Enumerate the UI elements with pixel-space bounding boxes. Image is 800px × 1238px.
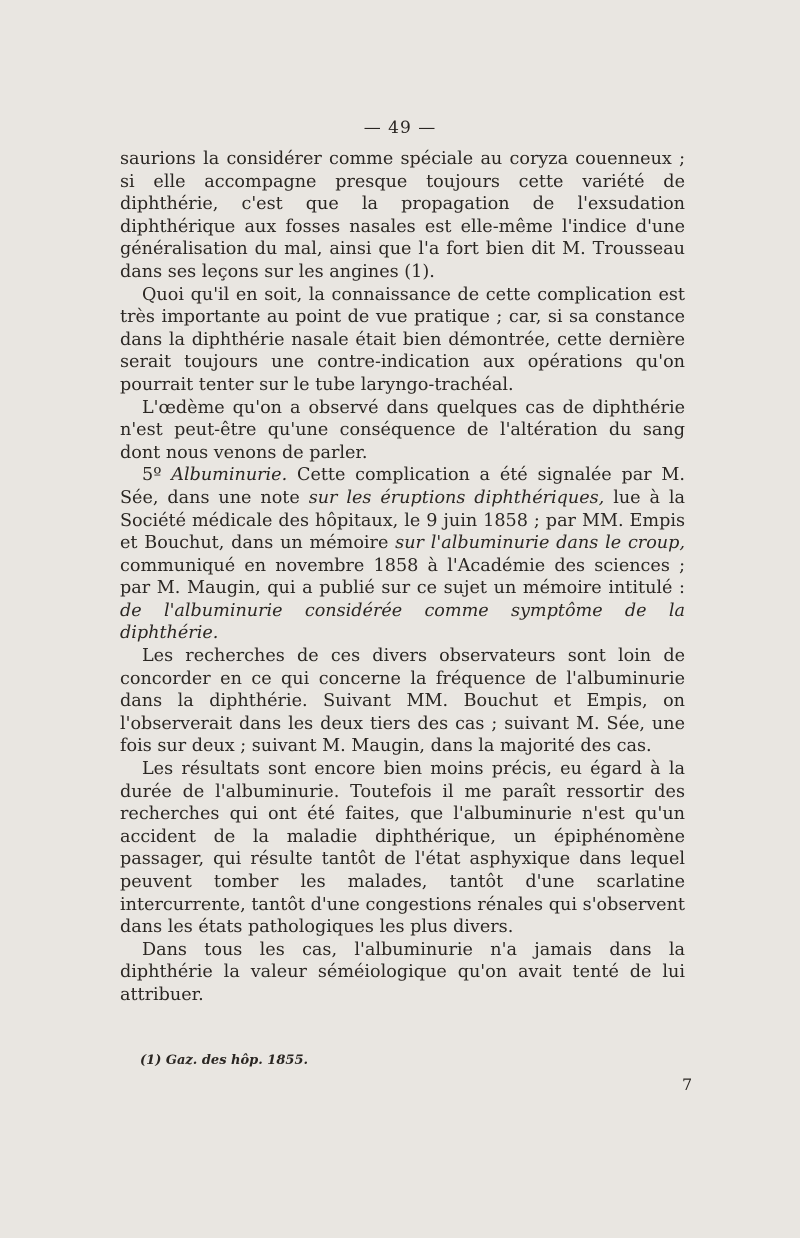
paragraph-4-text-3: communiqué en novembre 1858 à l'Académie des sciences ; par M. Maugin, qui a publié sur ce sujet un mémoire intitulé : bbox=[120, 555, 685, 599]
signature-mark: 7 bbox=[682, 1075, 693, 1094]
paragraph-4-italic-1: sur les éruptions diphthériques, bbox=[308, 487, 605, 508]
paragraph-4-albuminurie bbox=[120, 464, 685, 645]
paragraph-4-italic-3: de l'albuminurie considérée comme symptôme de la diphthérie. bbox=[120, 600, 685, 644]
paragraph-1: saurions la considérer comme spéciale au coryza couenneux ; si elle accompagne presque toujours cette variété de diphthérie, c'est que la propagation de l'exsudation diphthérique aux fosses nasales est elle-même l'indice d'une généralisation du mal, ainsi que l'a fort bien dit M. Trousseau dans ses leçons sur les angines (1). bbox=[120, 149, 685, 282]
section-title: Albuminurie. bbox=[171, 465, 288, 486]
body-text bbox=[120, 148, 685, 1007]
paragraph-3: L'œdème qu'on a observé dans quelques cas de diphthérie n'est peut-être qu'une conséquence de l'altération du sang dont nous venons de parler. bbox=[120, 397, 685, 463]
paragraph-4-text-1: Cette complication a été signalée par M. Sée, dans une note bbox=[120, 465, 685, 508]
paragraph-4-text-2: lue à la Société médicale des hôpitaux, le 9 juin 1858 ; par MM. Empis et Bouchut, dans un mémoire bbox=[120, 487, 685, 554]
paragraph-2: Quoi qu'il en soit, la connaissance de cette complication est très importante au point de vue pratique ; car, si sa constance dans la diphthérie nasale était bien démontrée, cette dernière serait toujours une contre-indication aux opérations qu'on pourrait tenter sur le tube laryngo-trachéal. bbox=[120, 284, 685, 395]
paragraph-5: Les recherches de ces divers observateurs sont loin de concorder en ce qui concerne la fréquence de l'albuminurie dans la diphthérie. Suivant MM. Bouchut et Empis, on l'observerait dans les deux tiers des cas ; suivant M. Sée, une fois sur deux ; suivant M. Maugin, dans la majorité des cas. bbox=[120, 646, 685, 757]
paragraph-7: Dans tous les cas, l'albuminurie n'a jamais dans la diphthérie la valeur séméiologique qu'on avait tenté de lui attribuer. bbox=[120, 939, 685, 1005]
paragraph-4-italic-2: sur l'albuminurie dans le croup, bbox=[395, 533, 685, 554]
page-number-header: — 49 — bbox=[363, 118, 437, 138]
footnote: (1) Gaz. des hôp. 1855. bbox=[140, 1053, 309, 1068]
section-number: 5º bbox=[142, 465, 172, 486]
paragraph-6: Les résultats sont encore bien moins précis, eu égard à la durée de l'albuminurie. Toutefois il me paraît ressortir des recherches qui ont été faites, que l'albuminurie n'est qu'un accident de la maladie diphthérique, un épiphénomène passager, qui résulte tantôt de l'état asphyxique dans lequel peuvent tomber les malades, tantôt d'une scarlatine intercurrente, tantôt d'une congestions rénales qui s'observent dans les états pathologiques les plus divers. bbox=[120, 759, 685, 938]
